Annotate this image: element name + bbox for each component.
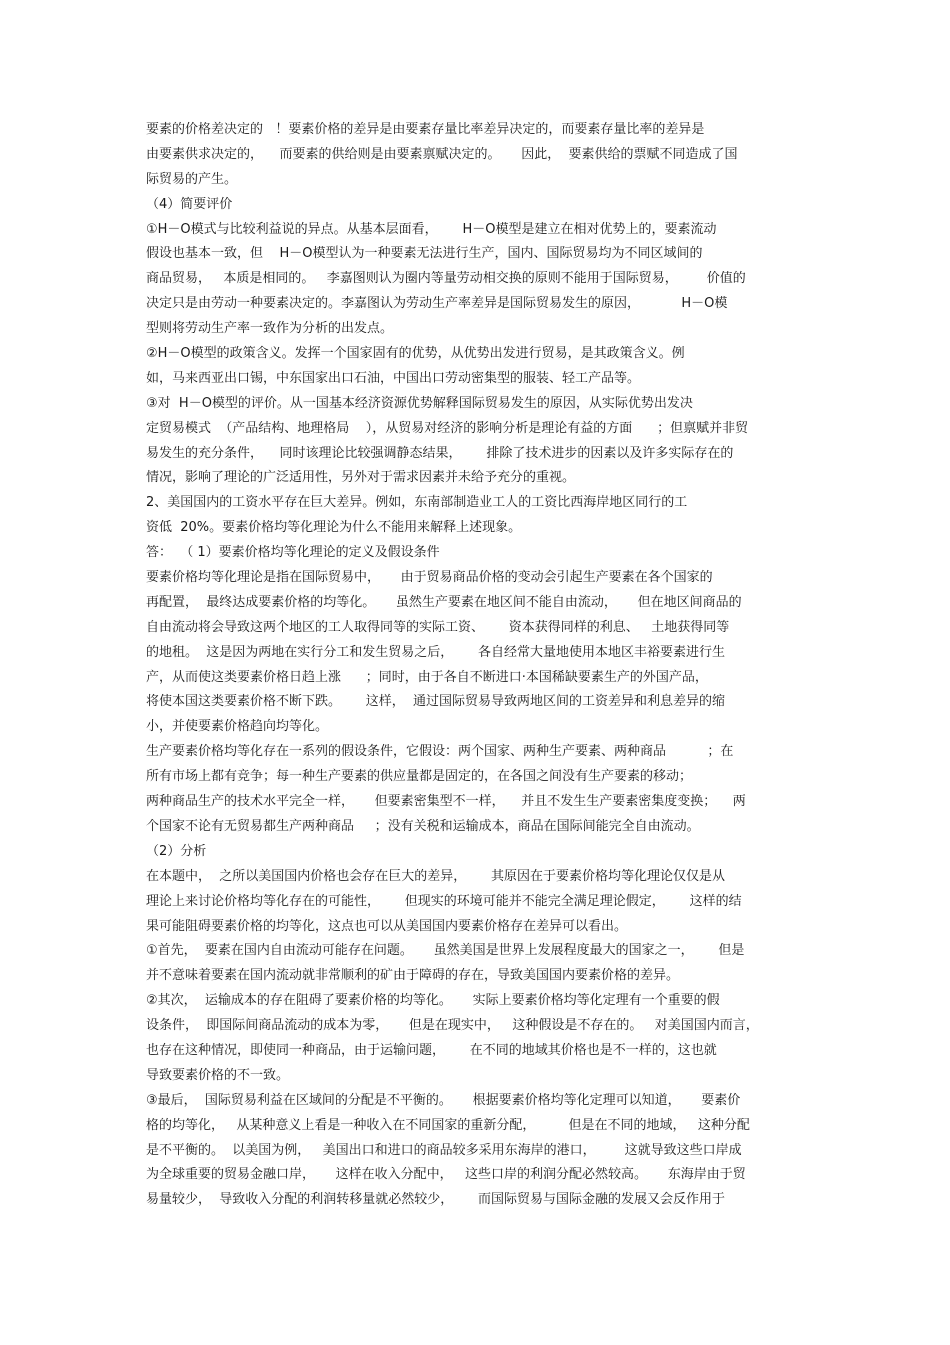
text-line: 格的均等化， 从某种意义上看是一种收入在不同国家的重新分配， 但是在不同的地域， 这种分配: [146, 1117, 750, 1133]
text-line: 自由流动将会导致这两个地区的工人取得同等的实际工资、 资本获得同样的利息、 土地获得同等: [146, 619, 730, 635]
text-line: 易发生的充分条件， 同时该理论比较强调静态结果， 排除了技术进步的因素以及许多实际存在的: [146, 445, 734, 461]
text-line: 2、美国国内的工资水平存在巨大差异。例如，东南部制造业工人的工资比西海岸地区同行的工: [146, 495, 688, 511]
text-line: ③最后， 国际贸易利益在区域间的分配是不平衡的。 根据要素价格均等化定理可以知道， 要素价: [146, 1092, 741, 1108]
text-line: 易量较少， 导致收入分配的利润转移量就必然较少， 而国际贸易与国际金融的发展又会反作用于: [146, 1192, 726, 1208]
text-line: ①H－O模式与比较利益说的异点。从基本层面看， H－O模型是建立在相对优势上的，要素流动: [146, 221, 717, 237]
text-line: 理论上来讨论价格均等化存在的可能性， 但现实的环境可能并不能完全满足理论假定， 这样的结: [146, 893, 742, 909]
text-line: 假设也基本一致，但 H－O模型认为一种要素无法进行生产，国内、国际贸易均为不同区域间的: [146, 246, 703, 262]
text-line: ①首先， 要素在国内自由流动可能存在问题。 虽然美国是世界上发展程度最大的国家之一， 但是: [146, 943, 745, 959]
text-line: ③对 H－O模型的评价。从一国基本经济资源优势解释国际贸易发生的原因，从实际优势出发决: [146, 395, 693, 411]
text-line: 生产要素价格均等化存在一系列的假设条件，它假设：两个国家、两种生产要素、两种商品 ；在: [146, 744, 734, 760]
text-line: 在本题中， 之所以美国国内价格也会存在巨大的差异， 其原因在于要素价格均等化理论仅仅是从: [146, 868, 726, 884]
text-line: 商品贸易， 本质是相同的。 李嘉图则认为圈内等量劳动相交换的原则不能用于国际贸易， 价值的: [146, 271, 746, 287]
text-line: 际贸易的产生。: [146, 171, 238, 187]
text-line: 决定只是由劳动一种要素决定的。李嘉图认为劳动生产率差异是国际贸易发生的原因， H－O模: [146, 296, 728, 312]
text-line: 资低 20%。要素价格均等化理论为什么不能用来解释上述现象。: [146, 520, 522, 536]
text-line: 定贸易模式 （产品结构、地理格局 ），从贸易对经济的影响分析是理论有益的方面 ；但禀赋并非贸: [146, 420, 749, 436]
text-line: 的地租。 这是因为两地在实行分工和发生贸易之后， 各自经常大量地使用本地区丰裕要素进行生: [146, 644, 726, 660]
text-line: 两种商品生产的技术水平完全一样， 但要素密集型不一样， 并且不发生生产要素密集度变换； 两: [146, 794, 746, 810]
text-line: 产，从而使这类要素价格日趋上涨 ；同时，由于各自不断进口·本国稀缺要素生产的外国产品，: [146, 669, 708, 685]
body-text: [146, 118, 816, 1213]
text-line: 并不意味着要素在国内流动就非常顺利的矿由于障碍的存在，导致美国国内要素价格的差异。: [146, 968, 680, 984]
text-line: 也存在这种情况，即使同一种商品，由于运输问题， 在不同的地域其价格也是不一样的，这也就: [146, 1042, 717, 1058]
text-line: 是不平衡的。 以美国为例， 美国出口和进口的商品较多采用东海岸的港口， 这就导致这些口岸成: [146, 1142, 742, 1158]
text-line: 导致要素价格的不一致。: [146, 1067, 290, 1083]
text-line: ②H－O模型的政策含义。发挥一个国家固有的优势，从优势出发进行贸易，是其政策含义。例: [146, 346, 685, 362]
text-line: 果可能阻碍要素价格的均等化，这点也可以从美国国内要素价格存在差异可以看出。: [146, 918, 628, 934]
text-line: 由要素供求决定的， 而要素的供给则是由要素禀赋决定的。 因此， 要素供给的票赋不同造成了国: [146, 146, 738, 162]
text-line: ②其次， 运输成本的存在阻碍了要素价格的均等化。 实际上要素价格均等化定理有一个重要的假: [146, 993, 720, 1009]
text-line: 个国家不论有无贸易都生产两种商品 ；没有关税和运输成本，商品在国际间能完全自由流动。: [146, 818, 700, 834]
text-line: 小，并使要素价格趋向均等化。: [146, 719, 329, 735]
text-line: 将使本国这类要素价格不断下跌。 这样， 通过国际贸易导致两地区间的工资差异和利息差异的缩: [146, 694, 726, 710]
text-line: 如，马来西亚出口锡，中东国家出口石油，中国出口劳动密集型的服装、轻工产品等。: [146, 370, 641, 386]
text-line: 所有市场上都有竞争；每一种生产要素的供应量都是固定的，在各国之间没有生产要素的移动；: [146, 769, 693, 785]
text-line: 设条件， 即国际间商品流动的成本为零， 但是在现实中， 这种假设是不存在的。 对美国国内而言，: [146, 1018, 759, 1034]
text-line: （4）简要评价: [146, 196, 233, 212]
text-line: 再配置， 最终达成要素价格的均等化。 虽然生产要素在地区间不能自由流动， 但在地区间商品的: [146, 594, 742, 610]
text-line: 情况，影响了理论的广泛适用性，另外对于需求因素并未给予充分的重视。: [146, 470, 576, 486]
text-line: 型则将劳动生产率一致作为分析的出发点。: [146, 321, 394, 337]
text-line: 为全球重要的贸易金融口岸， 这样在收入分配中， 这些口岸的利润分配必然较高。 东海岸由于贸: [146, 1167, 746, 1183]
text-line: 要素的价格差决定的 ！要素价格的差异是由要素存量比率差异决定的，而要素存量比率的差异是: [146, 122, 705, 137]
text-line: 答： （ 1）要素价格均等化理论的定义及假设条件: [146, 545, 440, 561]
text-line: 要素价格均等化理论是指在国际贸易中， 由于贸易商品价格的变动会引起生产要素在各个国家的: [146, 570, 713, 586]
text-line: （2）分析: [146, 843, 207, 859]
